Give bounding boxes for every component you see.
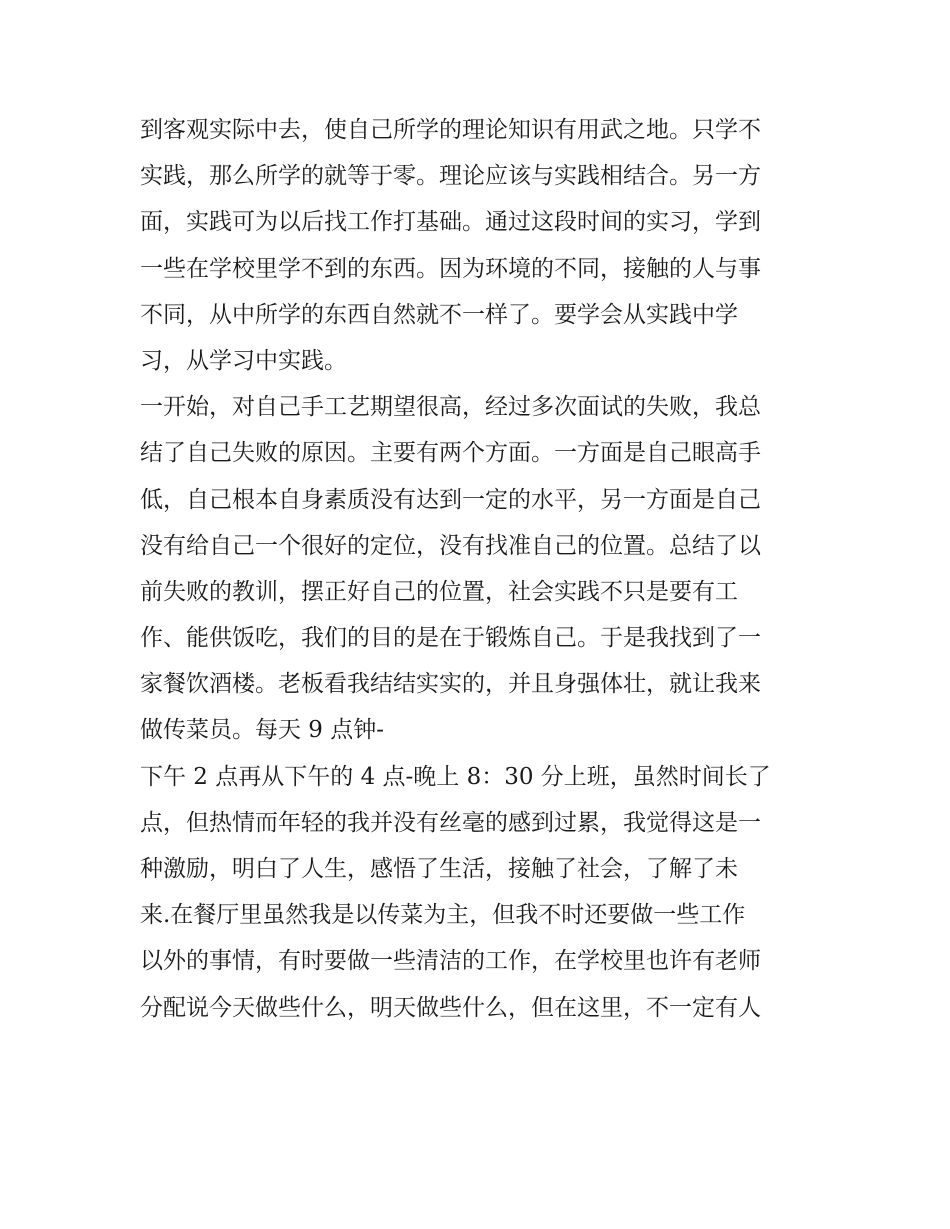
text-line: 分配说今天做些什么，明天做些什么，但在这里，不一定有人 xyxy=(140,994,761,1021)
text-line: 以外的事情，有时要做一些清洁的工作，在学校里也许有老师 xyxy=(140,948,761,975)
text-line: 结了自己失败的原因。主要有两个方面。一方面是自己眼高手 xyxy=(140,440,761,467)
text-line: 家餐饮酒楼。老板看我结结实实的，并且身强体壮，就让我来 xyxy=(140,671,761,698)
text-line: 习，从学习中实践。 xyxy=(140,347,347,374)
text-line: 下午 2 点再从下午的 4 点-晚上 8：30 分上班，虽然时间长了 xyxy=(140,763,771,790)
text-line: 实践，那么所学的就等于零。理论应该与实践相结合。另一方 xyxy=(140,163,761,190)
text-line: 不同，从中所学的东西自然就不一样了。要学会从实践中学 xyxy=(140,301,738,328)
text-line: 作、能供饭吃，我们的目的是在于锻炼自己。于是我找到了一 xyxy=(140,625,761,652)
text-line: 做传菜员。每天 9 点钟- xyxy=(140,717,385,744)
text-line: 种激励，明白了人生，感悟了生活，接触了社会，了解了未 xyxy=(140,856,738,882)
text-line: 面，实践可为以后找工作打基础。通过这段时间的实习，学到 xyxy=(140,209,761,236)
body-text xyxy=(140,107,820,1031)
text-line: 一些在学校里学不到的东西。因为环境的不同，接触的人与事 xyxy=(140,255,761,282)
text-line: 一开始，对自己手工艺期望很高，经过多次面试的失败，我总 xyxy=(140,394,761,421)
text-line: 前失败的教训，摆正好自己的位置，社会实践不只是要有工 xyxy=(140,578,738,605)
text-line: 没有给自己一个很好的定位，没有找准自己的位置。总结了以 xyxy=(140,532,761,559)
text-line: 点，但热情而年轻的我并没有丝毫的感到过累，我觉得这是一 xyxy=(140,809,761,836)
text-line: 来.在餐厅里虽然我是以传菜为主，但我不时还要做一些工作 xyxy=(140,902,746,929)
text-line: 低，自己根本自身素质没有达到一定的水平，另一方面是自己 xyxy=(140,486,761,513)
text-line: 到客观实际中去，使自己所学的理论知识有用武之地。只学不 xyxy=(140,117,761,143)
